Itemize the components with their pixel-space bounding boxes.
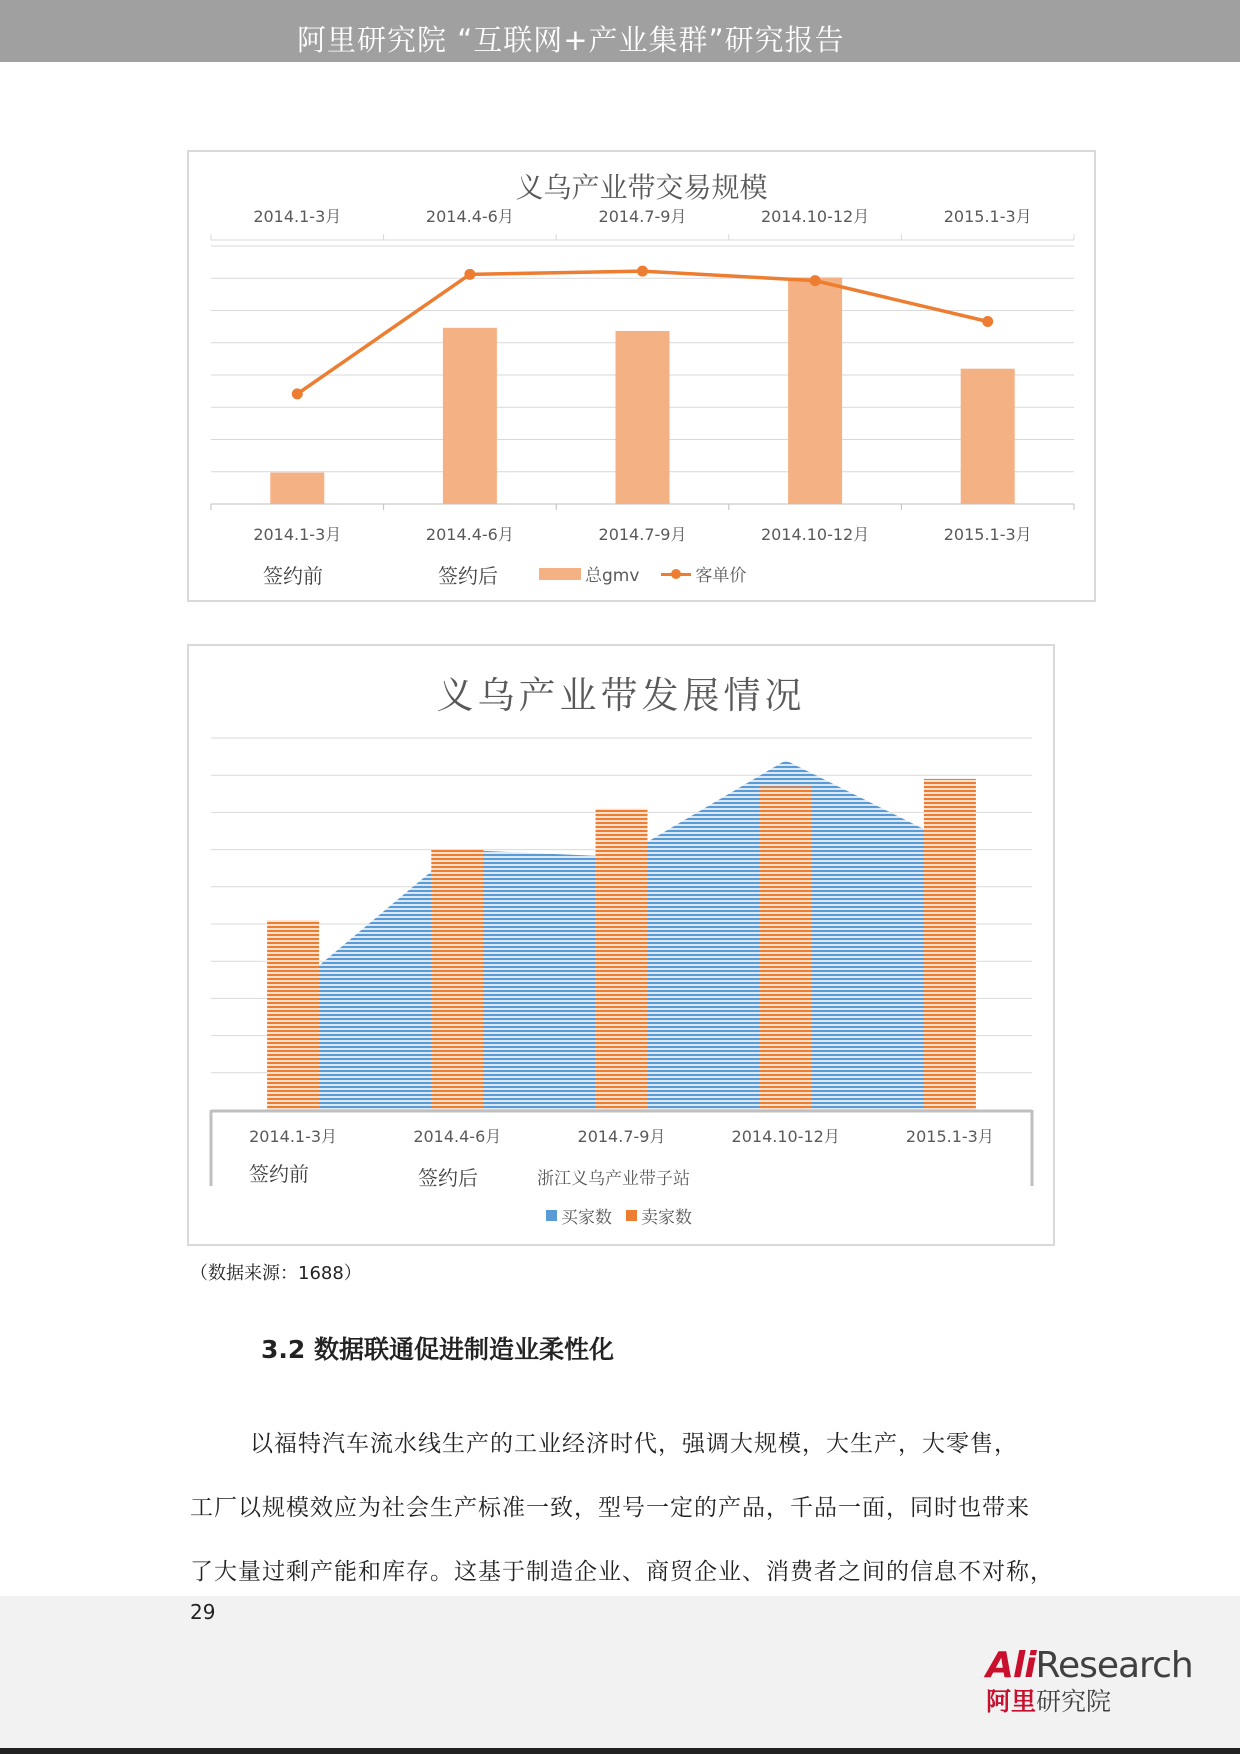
point-unit-price [464,269,475,280]
bar-gmv [270,473,324,504]
legend-label-gmv: 总gmv [585,566,640,586]
legend-label-buyers: 买家数 [561,1208,612,1228]
logo-text-ali: Ali [986,1645,1036,1686]
report-title: 阿里研究院 “互联网+产业集群”研究报告 [297,23,845,57]
x-tick-label: 2014.7-9月 [577,1127,666,1146]
legend-item-sellers [626,1203,692,1228]
legend-item-buyers [546,1203,612,1228]
chart-trade-scale-svg [189,152,1098,604]
page-header [0,0,1240,62]
point-unit-price [810,275,821,286]
point-unit-price [292,388,303,399]
logo-text-cn-research: 研究院 [1036,1687,1112,1716]
top-tick-label: 2014.4-6月 [425,207,514,226]
chart-development-svg [189,646,1057,1248]
x-tick-label: 2015.1-3月 [943,525,1032,544]
bar-sellers [267,920,319,1110]
logo-text-research: Research [1035,1645,1193,1686]
legend-swatch-buyers [546,1210,557,1221]
x-tick-label: 2014.4-6月 [425,525,514,544]
x-tick-label: 2014.10-12月 [731,1127,840,1146]
bottom-rule [0,1748,1240,1754]
legend-item-gmv [539,561,639,586]
bar-gmv [788,277,842,504]
chart-development [187,644,1055,1246]
paragraph-line-3: 了大量过剩产能和库存。这基于制造企业、商贸企业、消费者之间的信息不对称， [190,1559,1054,1585]
point-unit-price [637,266,648,277]
paragraph-line-1: 以福特汽车流水线生产的工业经济时代，强调大规模，大生产，大零售， [250,1431,1018,1457]
chart-title: 义乌产业带交易规模 [515,171,768,204]
bar-sellers [924,779,976,1110]
label-before-signing: 签约前 [263,564,323,588]
x-tick-label: 2015.1-3月 [905,1127,994,1146]
paragraph-line-2: 工厂以规模效应为社会生产标准一致，型号一定的产品，千品一面，同时也带来 [190,1495,1030,1521]
bar-sellers [431,850,483,1110]
x-tick-label: 2014.10-12月 [760,525,870,544]
bar-sellers [596,809,648,1110]
aliresearch-logo [986,1645,1216,1716]
x-tick-label: 2014.1-3月 [253,525,342,544]
bar-gmv [443,328,497,504]
station-label: 浙江义乌产业带子站 [537,1169,690,1189]
chart-trade-scale [187,150,1096,602]
label-before-signing: 签约前 [249,1162,309,1186]
logo-text-cn-ali: 阿里 [986,1687,1037,1716]
bar-sellers [760,786,812,1110]
legend-swatch-sellers [626,1210,637,1221]
top-tick-label: 2014.7-9月 [598,207,687,226]
legend-swatch-gmv [539,568,581,580]
chart-legend [546,1203,714,1228]
data-source-note: （数据来源：1688） [190,1263,362,1284]
bar-gmv [961,369,1015,504]
legend-item-unit-price [661,561,746,586]
legend-label-sellers: 卖家数 [641,1208,692,1228]
page-number: 29 [190,1600,216,1624]
label-after-signing: 签约后 [438,564,498,588]
chart-title: 义乌产业带发展情况 [436,674,806,717]
bar-gmv [616,331,670,504]
top-tick-label: 2014.10-12月 [760,207,870,226]
point-unit-price [982,316,993,327]
legend-label-unit-price: 客单价 [695,566,747,586]
label-after-signing: 签约后 [418,1166,478,1190]
legend-swatch-unit-price [661,567,691,581]
top-tick-label: 2014.1-3月 [253,207,342,226]
x-tick-label: 2014.4-6月 [413,1127,502,1146]
x-tick-label: 2014.1-3月 [249,1127,338,1146]
section-heading: 3.2 数据联通促进制造业柔性化 [261,1335,614,1364]
top-tick-label: 2015.1-3月 [943,207,1032,226]
x-tick-label: 2014.7-9月 [598,525,687,544]
chart-legend [539,561,768,586]
